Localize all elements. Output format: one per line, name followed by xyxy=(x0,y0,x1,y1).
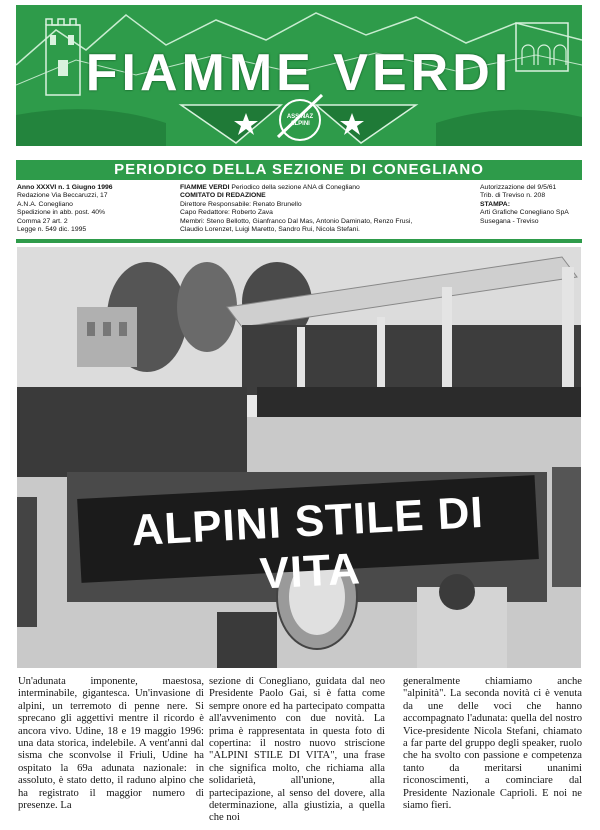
issue-line: Anno XXXVI n. 1 Giugno 1996 xyxy=(17,184,113,191)
article-paragraph: sezione di Conegliano, guidata dal neo Presidente Paolo Gai, si è fatta come sempre onore ed ha partecipato compatta all'avvenimento con due novità. La prima è rappresentata in questa foto di copertina: il nostro nuovo striscione "ALPINI STILE DI VITA", una frase che significa molto, che richiama alla solidarietà, all'unione, alla partecipazione, al senso del dovere, alla determinazione, alla giustizia, a quella che noi xyxy=(209,676,385,824)
info-line: Membri: Steno Bellotto, Gianfranco Dal Mas, Antonio Daminato, Renzo Frusi, xyxy=(180,217,413,225)
info-line: Legge n. 549 dic. 1995 xyxy=(17,226,87,234)
banner-text: ALPINI STILE DI VITA xyxy=(130,487,485,599)
info-line: A.N.A. Conegliano xyxy=(17,200,73,208)
article-column-2 xyxy=(209,676,385,825)
emblem-text: ASS NAZ ALPINI xyxy=(286,114,314,127)
info-column-publication xyxy=(17,184,177,234)
info-line: Trib. di Treviso n. 208 xyxy=(480,192,546,200)
info-line: Spedizione in abb. post. 40% xyxy=(17,209,106,217)
article-column-3 xyxy=(403,676,582,812)
info-line: Susegana - Treviso xyxy=(480,217,539,225)
info-line: Claudio Lorenzet, Luigi Maretto, Sandro Rui, Nicola Stefani. xyxy=(180,226,360,234)
info-line: Capo Redattore: Roberto Zava xyxy=(180,209,273,217)
press-label: STAMPA: xyxy=(480,200,510,208)
info-line: Redazione Via Beccaruzzi, 17 xyxy=(17,192,108,200)
article-paragraph: Un'adunata imponente, maestosa, interminabile, gigantesca. Un'invasione di alpini, un terremoto di penne nere. Si sprecano gli aggettivi mentre il ricordo è ancora vivo. Udine, 18 e 19 maggio 1996: una data storica, indelebile. A vent'anni dal sisma che sconvolse il Friuli, Udine ha ospitato la 69a adunata nazionale: in assoluto, è stato detto, il raduno alpino che ha registrato il maggior numero di presenze. La xyxy=(18,676,204,812)
article-column-1 xyxy=(18,676,204,812)
periodical-name-line: FIAMME VERDI Periodico della sezione ANA di Conegliano xyxy=(180,184,360,191)
article-paragraph: generalmente chiamiamo anche "alpinità". La seconda novità ci è venuta da une delle voci che hanno accompagnato l'adunata: quella del nostro Vice-presidente Nicola Stefani, chiamato a far parte del gruppo degli speaker, ruolo che ha svolto con passione e competenza tanto da meritarsi unanimi riconoscimenti, a cominciare dal Presidente Nazionale Caprioli. E noi ne siamo fieri. xyxy=(403,676,582,812)
info-line: Comma 27 art. 2 xyxy=(17,217,68,225)
divider-rule xyxy=(16,239,582,243)
info-column-authorization xyxy=(480,184,590,226)
masthead-title: FIAMME VERDI xyxy=(85,44,513,102)
committee-heading: COMITATO DI REDAZIONE xyxy=(180,192,266,200)
masthead xyxy=(16,5,582,146)
info-line: Direttore Responsabile: Renato Brunello xyxy=(180,200,302,208)
info-column-editorial xyxy=(180,184,470,234)
cover-photo xyxy=(17,247,581,668)
info-line: Arti Grafiche Conegliano SpA xyxy=(480,209,569,217)
info-line: Autorizzazione del 9/5/61 xyxy=(480,184,557,191)
subtitle-band: PERIODICO DELLA SEZIONE DI CONEGLIANO xyxy=(16,160,582,180)
